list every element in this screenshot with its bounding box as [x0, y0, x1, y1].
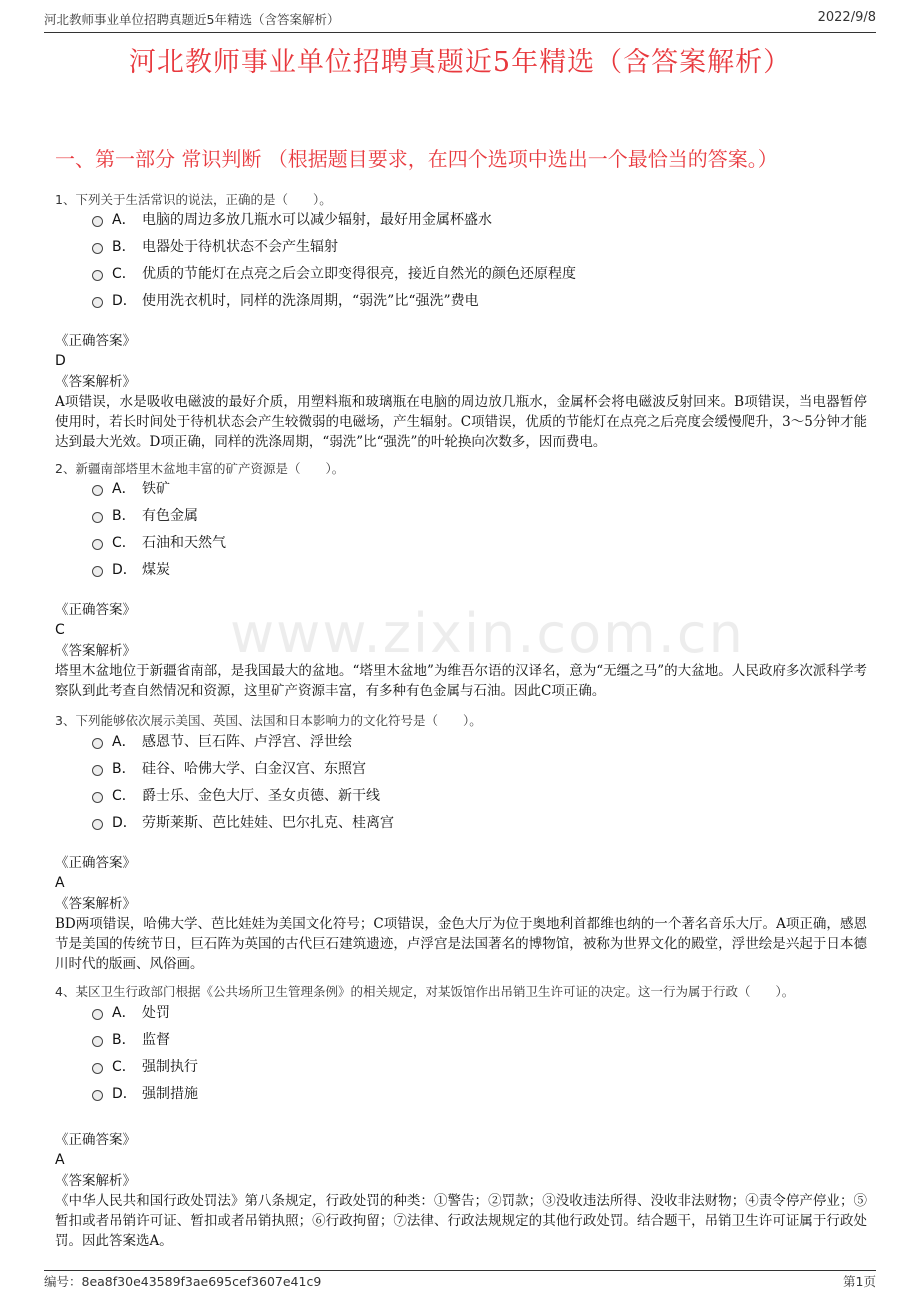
option-a[interactable]: A． 电脑的周边多放几瓶水可以减少辐射，最好用金属杯盛水: [92, 209, 492, 229]
radio-icon[interactable]: [92, 765, 103, 776]
explanation-text: BD两项错误，哈佛大学、芭比娃娃为美国文化符号；C项错误，金色大厅为位于奥地利首都维也纳的一个著名音乐大厅。A项正确，感恩节是美国的传统节日，巨石阵为英国的古代巨石建筑遗迹，卢浮宫是法国著名的博物馆，被称为世界文化的殿堂，浮世绘是兴起于日本德川时代的版画、风俗画。: [55, 916, 867, 972]
radio-icon[interactable]: [92, 216, 103, 227]
option-b[interactable]: B． 硅谷、哈佛大学、白金汉宫、东照宫: [92, 758, 366, 778]
answer-label: 《正确答案》: [55, 1132, 136, 1148]
page-title: 河北教师事业单位招聘真题近5年精选（含答案解析）: [128, 47, 792, 78]
option-b[interactable]: B． 电器处于待机状态不会产生辐射: [92, 236, 338, 256]
option-b[interactable]: B． 监督: [92, 1029, 170, 1049]
option-c[interactable]: C． 石油和天然气: [92, 532, 226, 552]
answer-block: [55, 1130, 867, 1251]
radio-icon[interactable]: [92, 1009, 103, 1020]
radio-icon[interactable]: [92, 1036, 103, 1047]
explanation-text: A项错误，水是吸收电磁波的最好介质，用塑料瓶和玻璃瓶在电脑的周边放几瓶水，金属杯会将电磁波反射回来。B项错误，当电器暂停使用时，若长时间处于待机状态会产生较微弱的电磁场，产生辐射。C项错误，优质的节能灯在点亮之后亮度会缓慢爬升，3～5分钟才能达到最大光效。D项正确，同样的洗涤周期，“弱洗”比“强洗”的叶轮换向次数多，因而费电。: [55, 394, 867, 450]
question-stem: 1、下列关于生活常识的说法，正确的是（ ）。: [55, 192, 332, 207]
header-date: 2022/9/8: [817, 10, 876, 25]
radio-icon[interactable]: [92, 243, 103, 254]
radio-icon[interactable]: [92, 485, 103, 496]
answer-block: [55, 331, 867, 452]
option-d[interactable]: D． 强制措施: [92, 1083, 198, 1103]
footer-divider: [44, 1270, 876, 1271]
option-c[interactable]: C． 优质的节能灯在点亮之后会立即变得很亮，接近自然光的颜色还原程度: [92, 263, 576, 283]
question-stem: 3、下列能够依次展示美国、英国、法国和日本影响力的文化符号是（ ）。: [55, 713, 482, 728]
option-a[interactable]: A． 处罚: [92, 1002, 170, 1022]
correct-answer: A: [55, 875, 65, 891]
correct-answer: C: [55, 622, 65, 638]
explanation-text: 《中华人民共和国行政处罚法》第八条规定，行政处罚的种类：①警告；②罚款；③没收违法所得、没收非法财物；④责令停产停业；⑤暂扣或者吊销许可证、暂扣或者吊销执照；⑥行政拘留；⑦法律、行政法规规定的其他行政处罚。结合题干，吊销卫生许可证属于行政处罚。因此答案选A。: [55, 1193, 867, 1249]
option-a[interactable]: A． 感恩节、巨石阵、卢浮宫、浮世绘: [92, 731, 352, 751]
option-d[interactable]: D． 煤炭: [92, 559, 170, 579]
option-c[interactable]: C． 爵士乐、金色大厅、圣女贞德、新干线: [92, 785, 380, 805]
page-footer: [44, 1272, 876, 1290]
document-id: 编号：8ea8f30e43589f3ae695cef3607e41c9: [44, 1274, 322, 1289]
radio-icon[interactable]: [92, 297, 103, 308]
explanation-text: 塔里木盆地位于新疆省南部，是我国最大的盆地。“塔里木盆地”为维吾尔语的汉译名，意为“无缰之马”的大盆地。人民政府多次派科学考察队到此考查自然情况和资源，这里矿产资源丰富，有多种有色金属与石油。因此C项正确。: [55, 663, 867, 699]
option-b[interactable]: B． 有色金属: [92, 505, 198, 525]
answer-label: 《正确答案》: [55, 855, 136, 871]
answer-block: [55, 853, 867, 974]
header-divider: [44, 32, 876, 33]
section-heading: 一、第一部分 常识判断 （根据题目要求，在四个选项中选出一个最恰当的答案。）: [55, 147, 778, 171]
explanation-label: 《答案解析》: [55, 896, 136, 912]
radio-icon[interactable]: [92, 1063, 103, 1074]
radio-icon[interactable]: [92, 270, 103, 281]
watermark: www.zixin.com.cn: [230, 602, 745, 665]
correct-answer: D: [55, 353, 66, 369]
correct-answer: A: [55, 1152, 65, 1168]
explanation-label: 《答案解析》: [55, 374, 136, 390]
header-doc-title: 河北教师事业单位招聘真题近5年精选（含答案解析）: [44, 12, 340, 27]
option-d[interactable]: D． 使用洗衣机时，同样的洗涤周期，“弱洗”比“强洗”费电: [92, 290, 479, 310]
radio-icon[interactable]: [92, 539, 103, 550]
radio-icon[interactable]: [92, 819, 103, 830]
radio-icon[interactable]: [92, 566, 103, 577]
radio-icon[interactable]: [92, 1090, 103, 1101]
option-d[interactable]: D． 劳斯莱斯、芭比娃娃、巴尔扎克、桂离宫: [92, 812, 394, 832]
radio-icon[interactable]: [92, 738, 103, 749]
radio-icon[interactable]: [92, 792, 103, 803]
answer-label: 《正确答案》: [55, 333, 136, 349]
answer-label: 《正确答案》: [55, 602, 136, 618]
explanation-label: 《答案解析》: [55, 1173, 136, 1189]
answer-block: [55, 600, 867, 701]
page-number: 第1页: [843, 1274, 876, 1289]
option-a[interactable]: A． 铁矿: [92, 478, 170, 498]
page-header: [44, 10, 876, 32]
radio-icon[interactable]: [92, 512, 103, 523]
option-c[interactable]: C． 强制执行: [92, 1056, 198, 1076]
explanation-label: 《答案解析》: [55, 643, 136, 659]
question-stem: 2、新疆南部塔里木盆地丰富的矿产资源是（ ）。: [55, 461, 345, 476]
question-stem: 4、某区卫生行政部门根据《公共场所卫生管理条例》的相关规定，对某饭馆作出吊销卫生许可证的决定。这一行为属于行政（ ）。: [55, 984, 795, 999]
